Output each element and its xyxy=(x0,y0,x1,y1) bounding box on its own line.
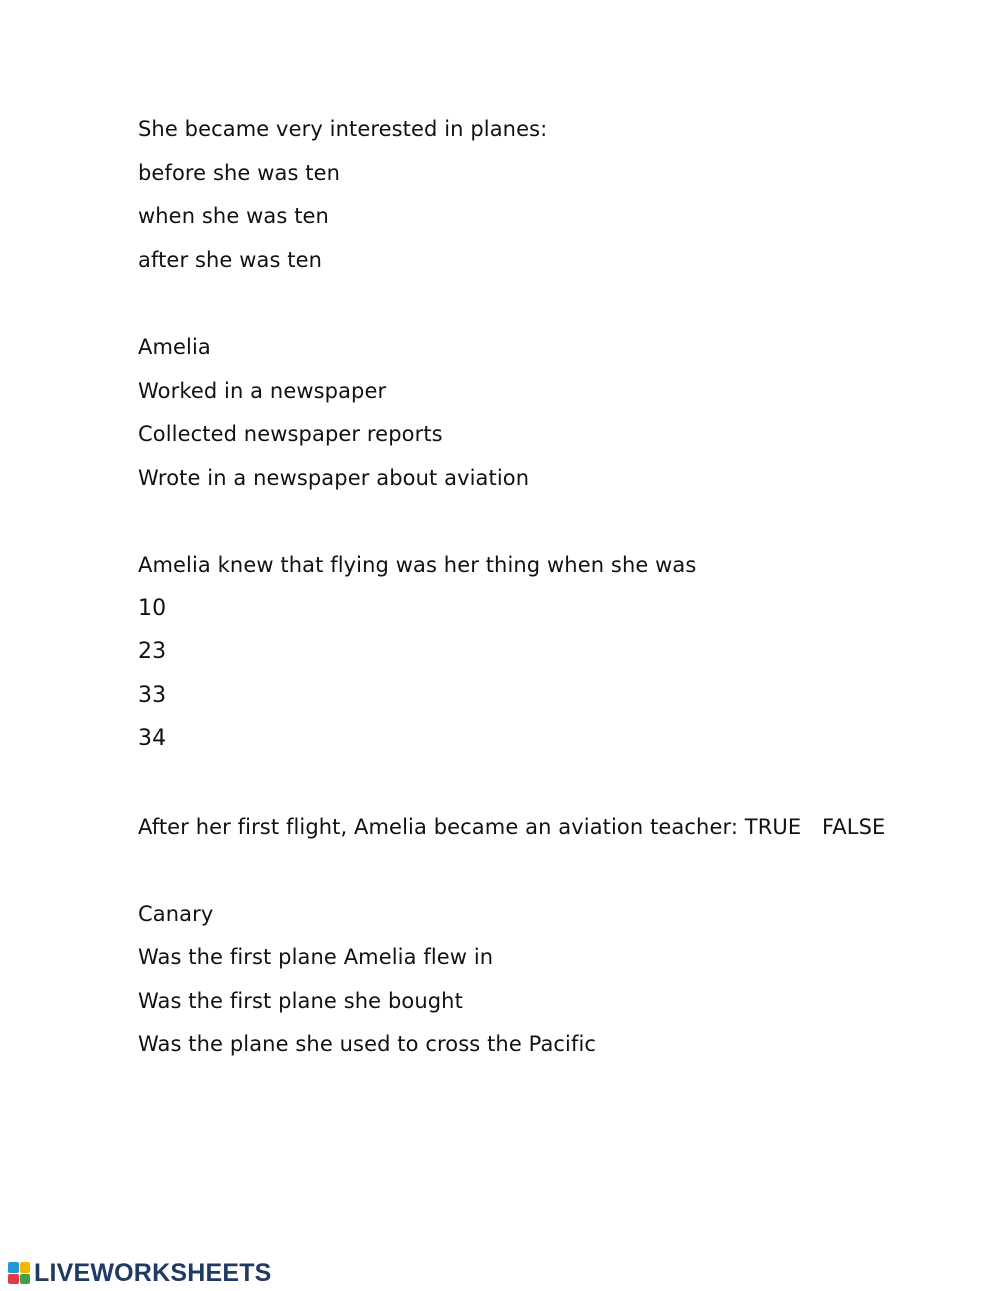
q5-option-1[interactable]: Was the first plane Amelia flew in xyxy=(138,945,494,970)
q3-option-3[interactable]: 33 xyxy=(138,682,167,708)
logo-square-red xyxy=(8,1274,19,1285)
q4-row xyxy=(138,810,938,854)
q1-option-1[interactable]: before she was ten xyxy=(138,160,341,185)
q3-prompt: Amelia knew that flying was her thing when she was xyxy=(138,552,697,577)
q4-false-option[interactable]: FALSE xyxy=(822,814,886,839)
q2-prompt: Amelia xyxy=(138,334,211,359)
liveworksheets-brand xyxy=(8,1257,272,1289)
logo-square-yellow xyxy=(20,1262,31,1273)
liveworksheets-logo-icon xyxy=(8,1262,30,1284)
logo-square-blue xyxy=(8,1262,19,1273)
spacer xyxy=(138,504,938,548)
q3-option-2[interactable]: 23 xyxy=(138,639,167,665)
q1-option-3[interactable]: after she was ten xyxy=(138,247,323,272)
q2-option-1[interactable]: Worked in a newspaper xyxy=(138,378,387,403)
spacer xyxy=(138,766,938,810)
q1-option-2[interactable]: when she was ten xyxy=(138,204,329,229)
q1-prompt: She became very interested in planes: xyxy=(138,117,548,141)
q4-true-option[interactable]: TRUE xyxy=(744,814,802,839)
q2-option-3[interactable]: Wrote in a newspaper about aviation xyxy=(138,465,530,490)
q5-prompt: Canary xyxy=(138,901,214,926)
q5-option-3[interactable]: Was the plane she used to cross the Pacific xyxy=(138,1032,597,1057)
worksheet xyxy=(138,112,938,1071)
spacer xyxy=(138,286,938,330)
logo-square-green xyxy=(20,1274,31,1285)
brand-name: LIVEWORKSHEETS xyxy=(34,1258,272,1287)
q2-option-2[interactable]: Collected newspaper reports xyxy=(138,422,443,447)
q3-option-4[interactable]: 34 xyxy=(138,726,167,752)
q3-option-1[interactable]: 10 xyxy=(138,595,167,621)
spacer xyxy=(138,853,938,897)
q4-prompt: After her first flight, Amelia became an aviation teacher: xyxy=(138,814,739,839)
q5-option-2[interactable]: Was the first plane she bought xyxy=(138,988,463,1013)
